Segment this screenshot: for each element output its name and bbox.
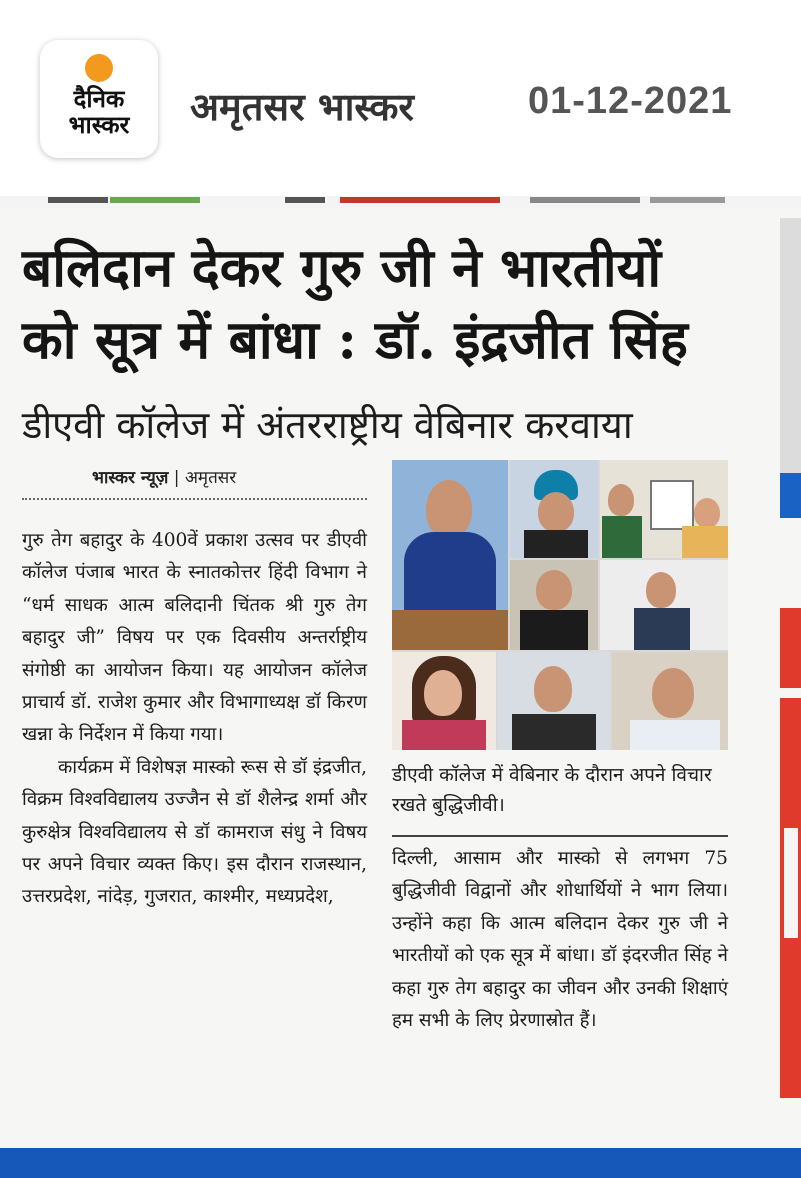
- photo-tile-6: [392, 652, 496, 750]
- subheadline: डीएवी कॉलेज में अंतरराष्ट्रीय वेबिनार करवाया: [22, 403, 633, 447]
- headline: [22, 232, 762, 376]
- photo-tile-4: [510, 560, 598, 650]
- dotted-divider: [22, 498, 367, 500]
- byline-city: अमृतसर: [184, 468, 237, 488]
- logo-line2: भास्कर: [68, 111, 130, 139]
- edition-title: अमृतसर भास्कर: [190, 85, 414, 129]
- article-column-1: [22, 525, 367, 914]
- byline-separator: |: [173, 468, 185, 488]
- paragraph-2: कार्यक्रम में विशेषज्ञ मास्को रूस से डॉ इंद्रजीत, विक्रम विश्वविद्यालय उज्जैन से डॉ शैलेन्द्र शर्मा और कुरुक्षेत्र विश्वविद्यालय से डॉ कामराज संधु ने विषय पर अपने विचार व्यक्त किए। इस दौरान राजस्थान, उत्तरप्रदेश, नांदेड़, गुजरात, काश्मीर, मध्यप्रदेश,: [22, 756, 367, 908]
- logo-line1: दैनिक: [73, 85, 125, 113]
- column-divider: [392, 835, 728, 837]
- photo-tile-2: [510, 460, 598, 558]
- headline-line2: को सूत्र में बांधा : डॉ. इंद्रजीत सिंह: [22, 309, 688, 371]
- bottom-bar: [0, 1148, 801, 1178]
- paragraph-1: गुरु तेग बहादुर के 400वें प्रकाश उत्सव पर डीएवी कॉलेज पंजाब भारत के स्नातकोत्तर हिंदी विभाग ने “धर्म साधक आत्म बलिदानी चिंतक श्री गुरु तेग बहादुर जी” विषय पर एक दिवसीय अन्तर्राष्ट्रीय संगोष्ठी का आयोजन किया। यह आयोजन कॉलेज प्राचार्य डॉ. राजेश कुमार और विभागाध्यक्ष डॉ किरण खन्ना के निर्देशन में किया गया।: [22, 530, 367, 746]
- webinar-photo: [392, 460, 728, 750]
- photo-caption: डीएवी कॉलेज में वेबिनार के दौरान अपने विचार रखते बुद्धिजीवी।: [392, 764, 712, 816]
- photo-tile-5: [600, 560, 728, 650]
- byline: [92, 465, 236, 488]
- adjacent-page-edge: [768, 208, 801, 1118]
- headline-line1: बलिदान देकर गुरु जी ने भारतीयों: [22, 237, 662, 299]
- photo-tile-3: [600, 460, 728, 558]
- photo-tile-speaker: [392, 460, 508, 650]
- adjacent-clip-strip: [0, 196, 801, 208]
- article-column-2: दिल्ली, आसाम और मास्को से लगभग 75 बुद्धिजीवी विद्वानों और शोधार्थियों ने भाग लिया। उन्होंने कहा कि आत्म बलिदान देकर गुरु जी ने भारतीयों को एक सूत्र में बांधा। डॉ इंदरजीत सिंह ने कहा गुरु तेग बहादुर का जीवन और उनकी शिक्षाएं हम सभी के लिए प्रेरणास्रोत हैं।: [392, 848, 728, 1032]
- edition-date: 01-12-2021: [528, 80, 733, 122]
- photo-tile-7: [498, 652, 610, 750]
- byline-source: भास्कर न्यूज़: [92, 468, 169, 488]
- dainik-bhaskar-logo[interactable]: [40, 40, 158, 158]
- app-header: [0, 0, 801, 195]
- photo-tile-8: [612, 652, 728, 750]
- sun-logo-icon: [85, 54, 113, 82]
